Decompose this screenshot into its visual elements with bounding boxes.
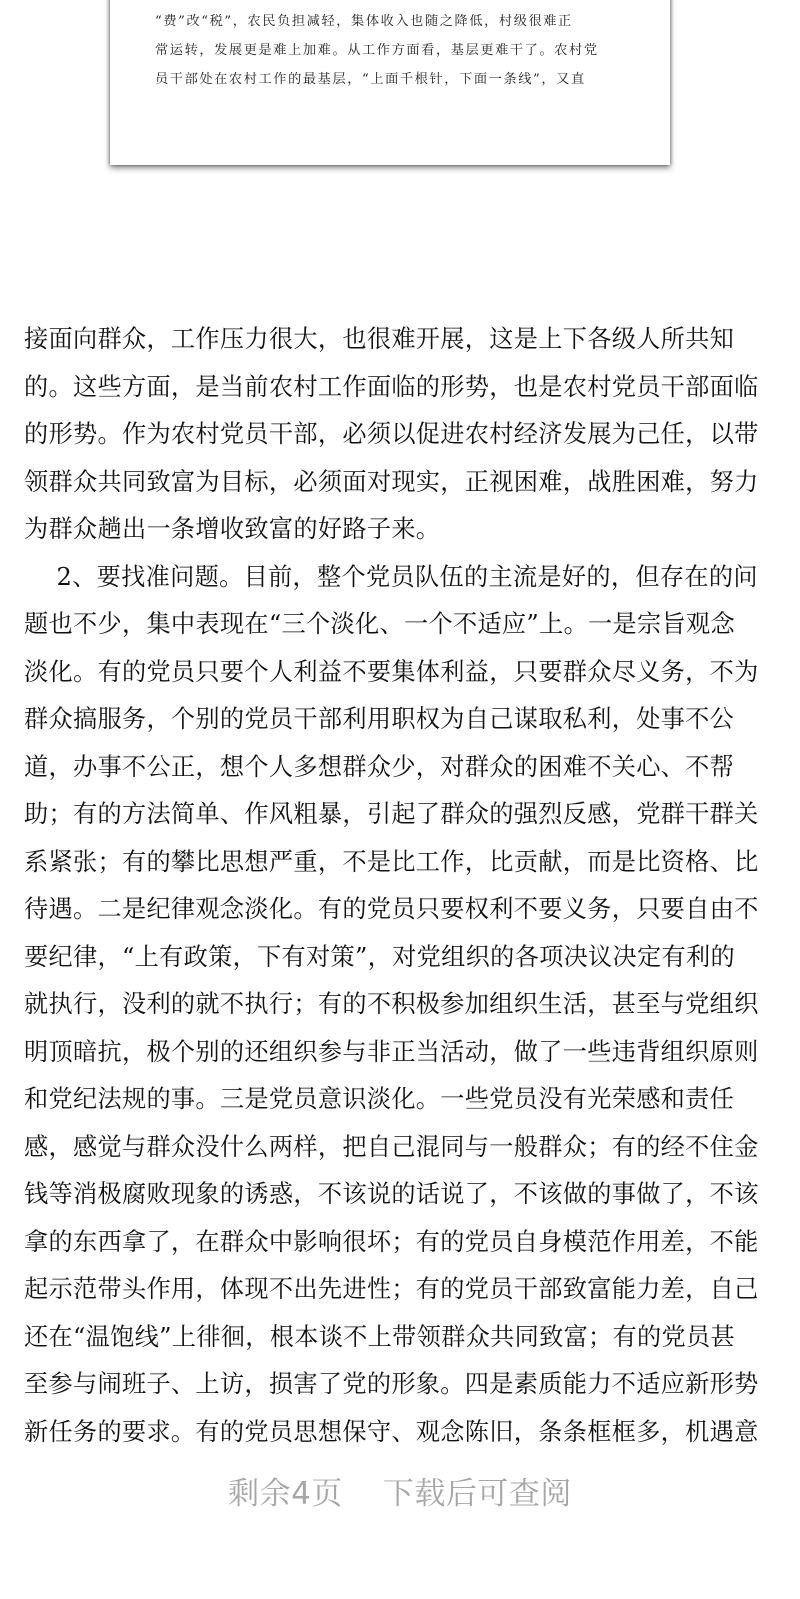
document-text-line: 明顶暗抗，极个别的还组织参与非正当活动，做了一些违背组织原则 [24, 1037, 759, 1066]
document-text-line: 领群众共同致富为目标，必须面对现实，正视困难，战胜困难，努力 [24, 467, 759, 496]
download-hint-label[interactable]: 下载后可查阅 [382, 1476, 572, 1512]
document-text-line: 助；有的方法简单、作风粗暴，引起了群众的强烈反感，党群干群关 [24, 800, 759, 828]
document-text-line: 接面向群众，工作压力很大，也很难开展，这是上下各级人所共知 [24, 325, 735, 353]
document-text-line: 淡化。有的党员只要个人利益不要集体利益，只要群众尽义务，不为 [24, 657, 759, 686]
document-text-line: 钱等消极腐败现象的诱惑，不该说的话说了，不该做的事做了，不该 [24, 1180, 759, 1208]
document-text-line: 新任务的要求。有的党员思想保守、观念陈旧，条条框框多，机遇意 [24, 1417, 759, 1446]
document-text-line: 拿的东西拿了，在群众中影响很坏；有的党员自身模范作用差，不能 [24, 1227, 759, 1256]
preview-text-line: 常运转，发展更是难上加难。从工作方面看，基层更难干了。农村党 [155, 43, 599, 58]
document-text-line: 待遇。二是纪律观念淡化。有的党员只要权利不要义务，只要自由不 [24, 895, 759, 923]
document-text-line: 要纪律，“上有政策，下有对策”，对党组织的各项决议决定有利的 [24, 942, 735, 971]
document-text-line: 的。这些方面，是当前农村工作面临的形势，也是农村党员干部面临 [24, 372, 759, 401]
preview-text-line: 员干部处在农村工作的最基层，“上面千根针，下面一条线”，又直 [155, 72, 586, 87]
remaining-pages-label: 剩余4页 [228, 1476, 343, 1512]
document-text-line: 为群众趟出一条增收致富的好路子来。 [24, 515, 441, 543]
document-text-line: 的形势。作为农村党员干部，必须以促进农村经济发展为己任，以带 [24, 420, 759, 448]
document-text-line: 起示范带头作用，体现不出先进性；有的党员干部致富能力差，自己 [24, 1275, 759, 1303]
document-text-line: 2、要找准问题。目前，整个党员队伍的主流是好的，但存在的问 [24, 562, 758, 591]
document-text-line: 至参与闹班子、上访，损害了党的形象。四是素质能力不适应新形势 [24, 1370, 759, 1398]
document-text-line: 和党纪法规的事。三是党员意识淡化。一些党员没有光荣感和责任 [24, 1085, 735, 1113]
preview-page-text [155, 7, 635, 94]
remaining-pages-banner[interactable] [0, 1468, 800, 1513]
document-text-line: 群众搞服务，个别的党员干部利用职权为自己谋取私利，处事不公 [24, 705, 735, 733]
document-text-line: 就执行，没利的就不执行；有的不积极参加组织生活，甚至与党组织 [24, 990, 759, 1018]
preview-page-card [110, 0, 670, 165]
preview-text-line: “费”改“税”，农民负担减轻，集体收入也随之降低，村级很难正 [155, 14, 573, 29]
document-body [24, 316, 784, 1456]
document-text-line: 题也不少，集中表现在“三个淡化、一个不适应”上。一是宗旨观念 [24, 610, 735, 638]
document-text-line: 系紧张；有的攀比思想严重，不是比工作，比贡献，而是比资格、比 [24, 847, 759, 876]
document-text-line: 感，感觉与群众没什么两样，把自己混同与一般群众；有的经不住金 [24, 1132, 759, 1161]
document-text-line: 道，办事不公正，想个人多想群众少，对群众的困难不关心、不帮 [24, 752, 735, 781]
document-text-line: 还在“温饱线”上徘徊，根本谈不上带领群众共同致富；有的党员甚 [24, 1322, 735, 1351]
